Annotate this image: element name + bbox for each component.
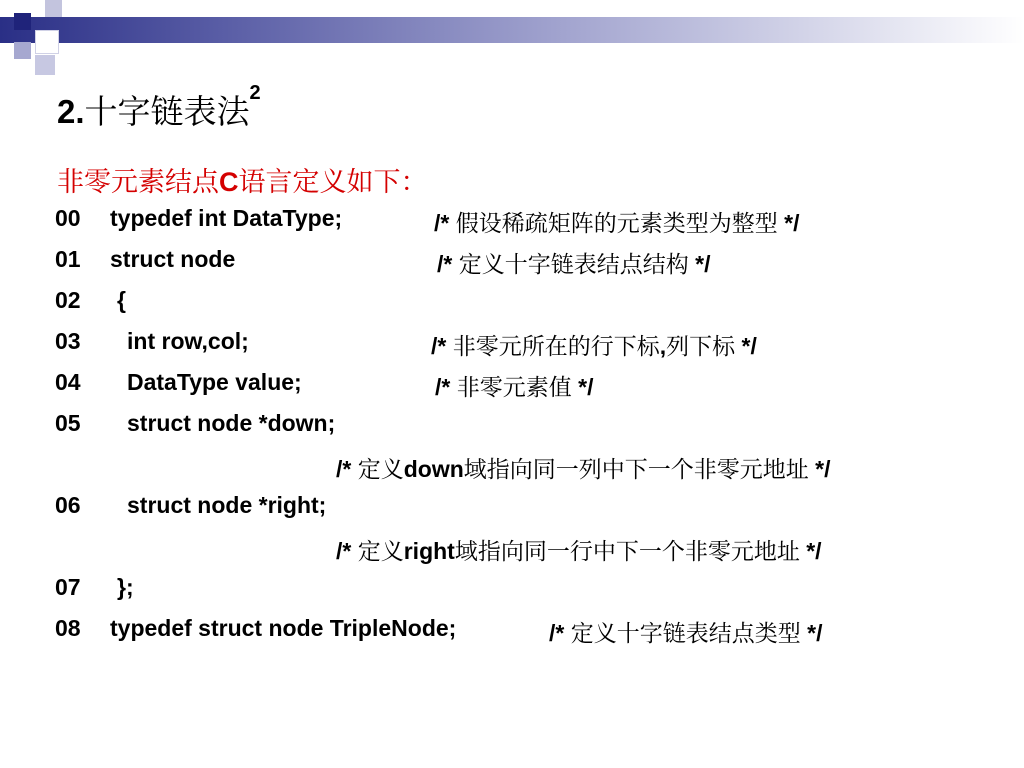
comment-open: /* — [336, 456, 358, 482]
comment-close: */ — [735, 333, 757, 359]
decor-square — [35, 30, 59, 54]
line-number: 05 — [55, 410, 81, 436]
code-text: DataType value; — [127, 369, 302, 395]
title-prefix: 2. — [57, 93, 85, 130]
comment-text: 列下标 — [666, 333, 736, 359]
comment-close: */ — [800, 620, 823, 646]
subtitle-part-a: 非零元素结点 — [57, 167, 219, 197]
comment-open: /* — [434, 210, 456, 236]
decor-square — [14, 13, 31, 30]
comment-keyword: right — [403, 538, 455, 564]
decor-square — [62, 0, 77, 15]
comment-open: /* — [431, 333, 453, 359]
code-text: typedef int DataType; — [110, 205, 343, 231]
comment-text: 定义 — [357, 538, 404, 564]
comment-close: */ — [571, 374, 594, 400]
comment-text: 域指向同一列中下一个非零元地址 — [463, 456, 809, 482]
comment-open: /* — [435, 374, 457, 400]
code-comment — [431, 328, 757, 361]
comment-close: */ — [799, 538, 822, 564]
code-text: struct node — [110, 246, 236, 272]
comment-text: 定义 — [357, 456, 404, 482]
code-comment — [435, 369, 593, 402]
code-text: { — [117, 287, 126, 313]
code-text: typedef struct node TripleNode; — [110, 615, 457, 641]
code-text: struct node *down; — [127, 410, 336, 436]
line-number: 06 — [55, 492, 81, 518]
code-comment — [434, 205, 799, 238]
comment-close: */ — [808, 456, 831, 482]
line-number: 02 — [55, 287, 81, 313]
decor-square — [35, 55, 55, 75]
code-comment — [549, 615, 822, 648]
comment-comma: , — [659, 333, 667, 359]
subtitle-part-b: C — [219, 167, 239, 197]
code-comment — [437, 246, 710, 279]
line-number: 04 — [55, 369, 81, 395]
code-text: int row,col; — [127, 328, 249, 354]
code-text: struct node *right; — [127, 492, 327, 518]
comment-text: 定义十字链表结点类型 — [570, 620, 801, 646]
comment-open: /* — [336, 538, 358, 564]
code-text: }; — [117, 574, 134, 600]
slide-subtitle — [57, 160, 428, 199]
comment-text: 域指向同一行中下一个非零元地址 — [454, 538, 800, 564]
slide-title — [57, 82, 261, 133]
title-text: 十字链表法 — [84, 93, 250, 130]
title-superscript: 2 — [249, 82, 261, 104]
comment-text: 定义十字链表结点结构 — [458, 251, 689, 277]
comment-close: */ — [777, 210, 800, 236]
subtitle-part-c: 语言定义如下： — [238, 167, 428, 197]
comment-text: 非零元所在的行下标 — [452, 333, 660, 359]
header-gradient-bar — [0, 17, 1024, 43]
code-comment — [336, 533, 822, 566]
comment-text: 假设稀疏矩阵的元素类型为整型 — [455, 210, 778, 236]
decor-square — [45, 0, 62, 17]
comment-text: 非零元素值 — [456, 374, 572, 400]
line-number: 07 — [55, 574, 81, 600]
decor-square — [14, 42, 31, 59]
line-number: 08 — [55, 615, 81, 641]
line-number: 01 — [55, 246, 81, 272]
comment-open: /* — [437, 251, 459, 277]
line-number: 03 — [55, 328, 81, 354]
comment-close: */ — [688, 251, 711, 277]
comment-keyword: down — [403, 456, 464, 482]
line-number: 00 — [55, 205, 81, 231]
code-comment — [336, 451, 831, 484]
comment-open: /* — [549, 620, 571, 646]
